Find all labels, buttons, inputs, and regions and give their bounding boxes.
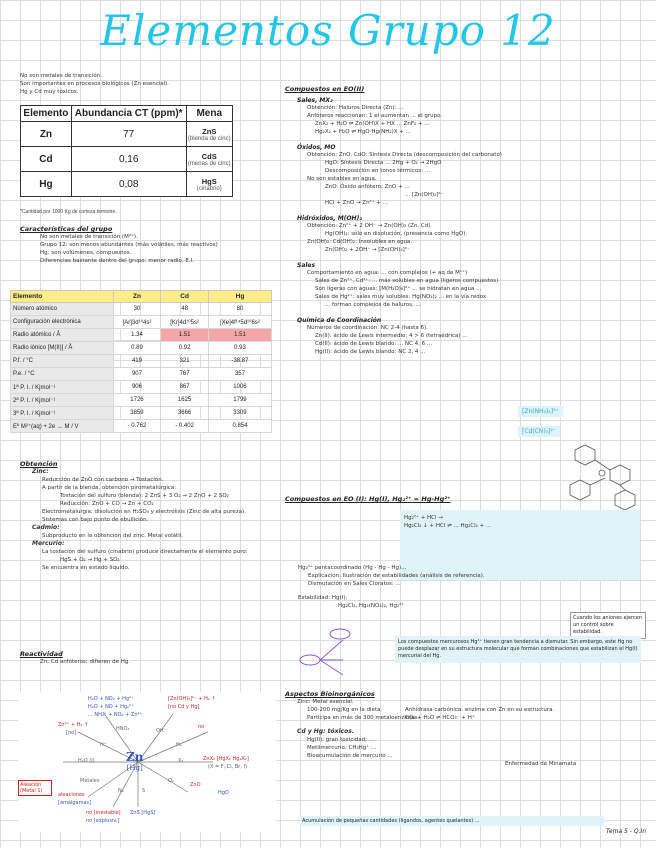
note-line: ZnO: Óxido anfótero: ZnO + ... (325, 184, 410, 190)
edge-label: H₂O (l) (78, 758, 95, 764)
note-line: HgO: Síntesis Directa ... 2Hg + O₂ → 2HgO (325, 160, 442, 166)
note-line: Zn(OH)₂: Cd(OH)₂: Insolubles en agua. (307, 239, 413, 245)
diagram-node: no [explosiv.] (86, 818, 120, 824)
intro-note: No son metales de transición. (20, 73, 102, 79)
cell: 321 (161, 355, 209, 368)
table-row (11, 303, 272, 316)
edge-label: Metales (80, 778, 100, 784)
cell: 0.89 (113, 342, 161, 355)
note-line: Descomposición en tonos térmicos: ... (325, 168, 430, 174)
cell: 1726 (113, 394, 161, 407)
note-line: Hg₂Cl₂ ↓ + HCl ⇌ ... Hg₂Cl₂ + ... (404, 523, 492, 529)
row-label: P.e. / °C (11, 368, 114, 381)
bioinorganic-section (285, 690, 645, 768)
edge-line (138, 762, 188, 792)
section-heading: Compuestos en EO(II) (285, 85, 365, 93)
row-label: 3ª P. I. / Kjmol⁻¹ (11, 407, 114, 420)
row-label: Eº M²⁺(aq) + 2e → M / V (11, 420, 114, 433)
note-line: Metilmercurio: CH₃Hg⁺ ... (307, 745, 377, 751)
cell: 419 (113, 355, 161, 368)
characteristics-section (20, 225, 218, 265)
cell: - 0.762 (113, 420, 161, 433)
table-caption: *Cantidad por 1000 Kg de corteza terrestre. (20, 209, 117, 215)
mena-note: (menas de cinc) (187, 160, 231, 167)
center-sublabel: [Hg] (126, 764, 143, 772)
section-heading: Características del grupo (20, 225, 113, 233)
cell: 80 (208, 303, 271, 316)
cell: 3859 (113, 407, 161, 420)
complex-highlight: [Cd(CN)₄]²⁻ (518, 426, 560, 437)
explanation-box: Los compuestos mercurosos Hg²⁺ tienen gran tendencia a dismutar. Sin embargo, este Hg no puede desplazar en su estructura molecular que forman combinaciones que estabilizan el Hg(I) mercurial del Hg. (395, 636, 641, 663)
note-line: Sistemas con bajo punto de ebullición. (42, 517, 149, 523)
note-line: Cd(II): ácido de Lewis blando: ... NC 4, 6 ... (315, 341, 433, 347)
element-cell: Cd (21, 147, 72, 172)
section-heading: Obtención (20, 460, 58, 468)
note-line: No son estables en agua. (307, 176, 377, 182)
cell: 0.854 (208, 420, 271, 433)
note-line: Grupo 12: son menos abundantes (más volátiles, más reactivos) (40, 242, 218, 248)
note-line: Cd y Hg: tóxicos. (297, 728, 355, 735)
note-line: Subproducto en la obtención del zinc. Metal volátil. (42, 533, 184, 539)
edge-line (138, 732, 208, 762)
cell: [Xe]4f¹⁴5d¹⁰6s² (208, 316, 271, 329)
edge-label: S (142, 788, 146, 794)
cell: 1625 (161, 394, 209, 407)
note-line: ... [Zn(OH)₄]²⁻ (405, 192, 444, 198)
cell: [Kr]4d¹⁰5s² (161, 316, 209, 329)
center-label: Zn (126, 750, 144, 764)
subsection-title: Hidróxidos, M(OH)₂ (297, 215, 362, 222)
diagram-node: H₂O + NO₂ + Hg²⁺ (88, 696, 134, 702)
table-header: Abundancia CT (ppm)* (71, 106, 186, 122)
diagram-node: no (198, 724, 205, 730)
cell: 3666 (161, 407, 209, 420)
note-line: Se encuentra en estado líquido. (42, 565, 130, 571)
note-line: CO₂ + H₂O ⇌ HCO₃⁻ + H⁺ (405, 715, 475, 721)
table-header: Elemento (11, 291, 114, 303)
mena-formula: HgS (201, 176, 217, 186)
mena-cell (186, 172, 232, 197)
note-line: Números de coordinación: NC 2-4 (hasta 6). (307, 325, 428, 331)
abundance-cell: 77 (71, 122, 186, 147)
element-cell: Hg (21, 172, 72, 197)
note-line: ZnX₂ + H₂O ⇌ Zn(OH)X + HX ... ZnF₂ + ... (315, 121, 430, 127)
table-header: Cd (161, 291, 209, 303)
cell: 1799 (208, 394, 271, 407)
note-box: Cuando los aniones ejercen un control sobre estabilidad. (570, 612, 646, 639)
note-line: Comportamiento en agua: ... con complejos (+ aq de Mⁿ⁺) (307, 270, 468, 276)
note-line: Hg(II): ácido de Lewis blando: NC 2, 4 ... (315, 349, 426, 355)
note-line: A partir de la blenda, obtención pirometalúrgica: (42, 485, 177, 491)
table-header: Zn (113, 291, 161, 303)
note-line: Reducción: ZnO + CO → Zn + CO₂ (60, 501, 154, 507)
row-label: 1ª P. I. / Kjmol⁻¹ (11, 381, 114, 394)
note-line: Dismutación en Sales Cloratos: ... (308, 581, 401, 587)
note-line: No son metales de transición (M²⁺). (40, 234, 138, 240)
mena-note: (cinabrio) (196, 185, 222, 192)
diagram-node: ZnX₂ [HgX₂ Hg₂X₂] (203, 756, 249, 762)
note-line: Zn(II): ácido de Lewis intermedio: 4 > 6 (tetraédrica) ... (315, 333, 468, 339)
row-label: Radio atómico / Å (11, 329, 114, 342)
subsection-title: Óxidos, MO (297, 144, 336, 151)
table-row (11, 381, 272, 394)
note-line: Zinc: (32, 468, 49, 475)
properties-table (10, 290, 272, 433)
note-line: Reducción de ZnO con carbono → Tostación. (42, 477, 164, 483)
abundance-cell: 0,08 (71, 172, 186, 197)
compounds-ox2-section (285, 85, 645, 356)
note-line: Hg₂X₂ + H₂O ⇌ HgO·Hg(NH₂)X + ... (315, 129, 411, 135)
complex-highlight: [Zn(NH₃)₄]²⁺ (518, 406, 563, 417)
table-row (11, 420, 272, 433)
note-line: HCl + ZnO → Zn²⁺ + ... (325, 200, 389, 206)
highlighted-cell: 1.51 (161, 329, 209, 342)
diagram-node: HgO (218, 790, 229, 796)
page-title: Elementos Grupo 12 (100, 6, 556, 55)
note-line: Son ligeras con aguas: [M(H₂O)₆]²⁺ ... se hidratan en agua ... (315, 286, 482, 292)
cell: 357 (208, 368, 271, 381)
subsection-title: Química de Coordinación (297, 317, 382, 324)
section-heading: Compuestos en EO (I): Hg(I), Hg₂²⁺ = Hg-Hg²⁺ (285, 495, 451, 503)
mena-cell (186, 122, 232, 147)
row-label: Configuración electrónica (11, 316, 114, 329)
note-line: HgS + O₂ → Hg + SO₂ (60, 557, 120, 563)
diagram-node: (X = F, Cl, Br, I) (208, 764, 247, 770)
note-line: Sales de Hg²⁺: sales muy solubles: Hg(NO₃)₂ ... en la vía redox (315, 294, 487, 300)
diagram-node: ZnS [HgS] (130, 810, 156, 816)
reaction-diagram (18, 692, 276, 832)
mena-cell (186, 147, 232, 172)
diagram-node: [Zn(OH)₄]²⁻ + H₂ ↑ (168, 696, 216, 702)
note-line: Hg₂²⁺ pentacoordinado (Hg - Hg - Hg)... (298, 565, 407, 571)
table-row (11, 355, 272, 368)
note-line: Mercurio: (32, 540, 65, 547)
table-header: Elemento (21, 106, 72, 122)
table-row (11, 316, 272, 329)
note-line: Diferencias bastante dentro del grupo: menor radio, E.I. (40, 258, 194, 264)
cell: 1006 (208, 381, 271, 394)
note-line: Obtención: Zn²⁺ + 2 OH⁻ → Zn(OH)₂ (Zn, Cd) (307, 223, 431, 229)
diagram-node: [amalgamas] (58, 800, 92, 806)
dismutation-diagram (298, 620, 388, 680)
diagram-node: [no Cd y Hg] (168, 704, 200, 710)
note-highlight: Acumulación de pequeñas cantidades (ligandos, agentes quelantes) ... (300, 816, 604, 826)
note-line: Cadmio: (32, 524, 60, 531)
table-header-row (21, 106, 233, 122)
note-line: Obtención: ZnO, CdO: Síntesis Directa (descomposición del carbonato) (307, 152, 502, 158)
table-row (11, 407, 272, 420)
table-header: Hg (208, 291, 271, 303)
cell: -38.87 (208, 355, 271, 368)
diagram-node: ZnO (190, 782, 201, 788)
note-line: Obtención: Haluros Directa (Zn): ... (307, 105, 404, 111)
diagram-node: ... NH₄⁺ + NO₂ + Zn²⁺ (88, 712, 143, 718)
table-row (11, 342, 272, 355)
diagram-node-boxed: Aleación (Metal 1) (18, 780, 52, 796)
note-line: Enfermedad de Minamata (505, 761, 577, 767)
cell: 0.92 (161, 342, 209, 355)
intro-note: Hg y Cd muy tóxicos. (20, 89, 79, 95)
note-line: Explicación: Ilustración de estabilidades (análisis de referencia). (308, 573, 485, 579)
mena-formula: ZnS (202, 126, 217, 136)
note-line: Electrometalurgia: disolución en H₂SO₄ y electrólisis (Zinc de alta pureza). (42, 509, 246, 515)
edge-label: H⁺ (100, 742, 107, 748)
diagram-node: aleaciones (58, 792, 85, 798)
cell: 48 (161, 303, 209, 316)
mena-formula: CdS (201, 151, 217, 161)
note-line: Zinc: Metal esencial. (297, 699, 354, 705)
note-line: Hg₂²⁺ + HCl → (404, 515, 443, 521)
edge-label: H₂ (176, 742, 182, 748)
intro-note: Son importantes en procesos biológicos (Zn esencial). (20, 81, 170, 87)
note-line: Zn(OH)₂ + 2OH⁻ → [Zn(OH)₄]²⁻ (325, 247, 410, 253)
obtencion-section (20, 460, 248, 572)
diagram-node: H₂O + NO + Hg₂²⁺ (88, 704, 134, 710)
note-line: 100-200 mg/Kg en la dieta. (307, 707, 383, 713)
table-row (21, 147, 233, 172)
note-line: Sales de Zn²⁺, Cd²⁺: ... más solubles en agua (ligeros compuestos) (315, 278, 499, 284)
subsection-title: Sales (297, 262, 316, 269)
edge-label: O₂ (168, 778, 174, 784)
molecular-structure-icon (555, 440, 650, 520)
note-line: Hg: son volúmenes, compuestos. (40, 250, 132, 256)
cell: - 0.402 (161, 420, 209, 433)
cell: 867 (161, 381, 209, 394)
note-line: Bioacumulación de mercurio ... (307, 753, 393, 759)
diagram-node: [no] (66, 730, 77, 736)
diagram-node: no [inestable] (86, 810, 121, 816)
note-line: Zn, Cd anfóteros; difieren de Hg. (40, 659, 131, 665)
note-line: La tostación del sulfuro (cinabrio) produce directamente el elemento puro: (42, 549, 248, 555)
highlighted-cell: 1.51 (208, 329, 271, 342)
cell: 906 (113, 381, 161, 394)
cell: 907 (113, 368, 161, 381)
abundance-table (20, 105, 233, 197)
table-row (21, 172, 233, 197)
compounds-ox1-section (285, 495, 555, 503)
table-header-row (11, 291, 272, 303)
abundance-cell: 0,16 (71, 147, 186, 172)
signature: Tema 5 - Q.In (606, 828, 647, 835)
edge-label: N₂ (118, 788, 124, 794)
note-line: Estabilidad: Hg(I): (298, 595, 348, 601)
edge-label: HNO₃ (116, 726, 130, 732)
table-row (11, 368, 272, 381)
note-line: ... forman complejos de haluros, ... (325, 302, 421, 308)
table-header: Mena (186, 106, 232, 122)
ox1-notes (298, 530, 485, 610)
cell: [Ar]3d¹⁰4s² (113, 316, 161, 329)
mena-note: (blenda de cinc) (187, 135, 231, 142)
note-line: Anhidrasa carbónica: enzima con Zn en su estructura. (405, 707, 555, 713)
note-line: Hg(OH)₂: sólo en disolución, (presencia como HgO). (325, 231, 468, 237)
section-heading: Reactividad (20, 650, 63, 658)
intro-notes (20, 72, 169, 96)
cell: 0.93 (208, 342, 271, 355)
edge-label: OH⁻ (156, 728, 167, 734)
row-label: Radio iónico [M(II)] / Å (11, 342, 114, 355)
subsection-title: Sales, MX₂ (297, 97, 333, 104)
note-line: Hg₂Cl₂, Hg₂(NO₃)₂, Hg₂²⁺ (338, 603, 405, 609)
note-line: Anfóteros reaccionan: 1 el aumentan ... el grupo. (307, 113, 443, 119)
row-label: 2ª P. I. / Kjmol⁻¹ (11, 394, 114, 407)
note-line: Participa en más de 300 metaloenzimas. (307, 715, 420, 721)
reactividad-section (20, 650, 130, 666)
cell: 1.34 (113, 329, 161, 342)
note-line: Hg(II): gran toxicidad; ... (307, 737, 375, 743)
edge-label: X₂ (178, 758, 184, 764)
table-row (21, 122, 233, 147)
element-cell: Zn (21, 122, 72, 147)
cell: 767 (161, 368, 209, 381)
center-element (126, 750, 143, 772)
row-label: P.f. / °C (11, 355, 114, 368)
cell: 30 (113, 303, 161, 316)
diagram-node: Zn²⁺ + H₂ ↑ (58, 722, 89, 728)
table-row (11, 329, 272, 342)
table-row (11, 394, 272, 407)
note-line: Tostación del sulfuro (blenda): 2 ZnS + 3 O₂ → 2 ZnO + 2 SO₂ (60, 493, 229, 499)
section-heading: Aspectos Bioinorgánicos (285, 690, 375, 698)
row-label: Número atómico (11, 303, 114, 316)
cell: 3309 (208, 407, 271, 420)
